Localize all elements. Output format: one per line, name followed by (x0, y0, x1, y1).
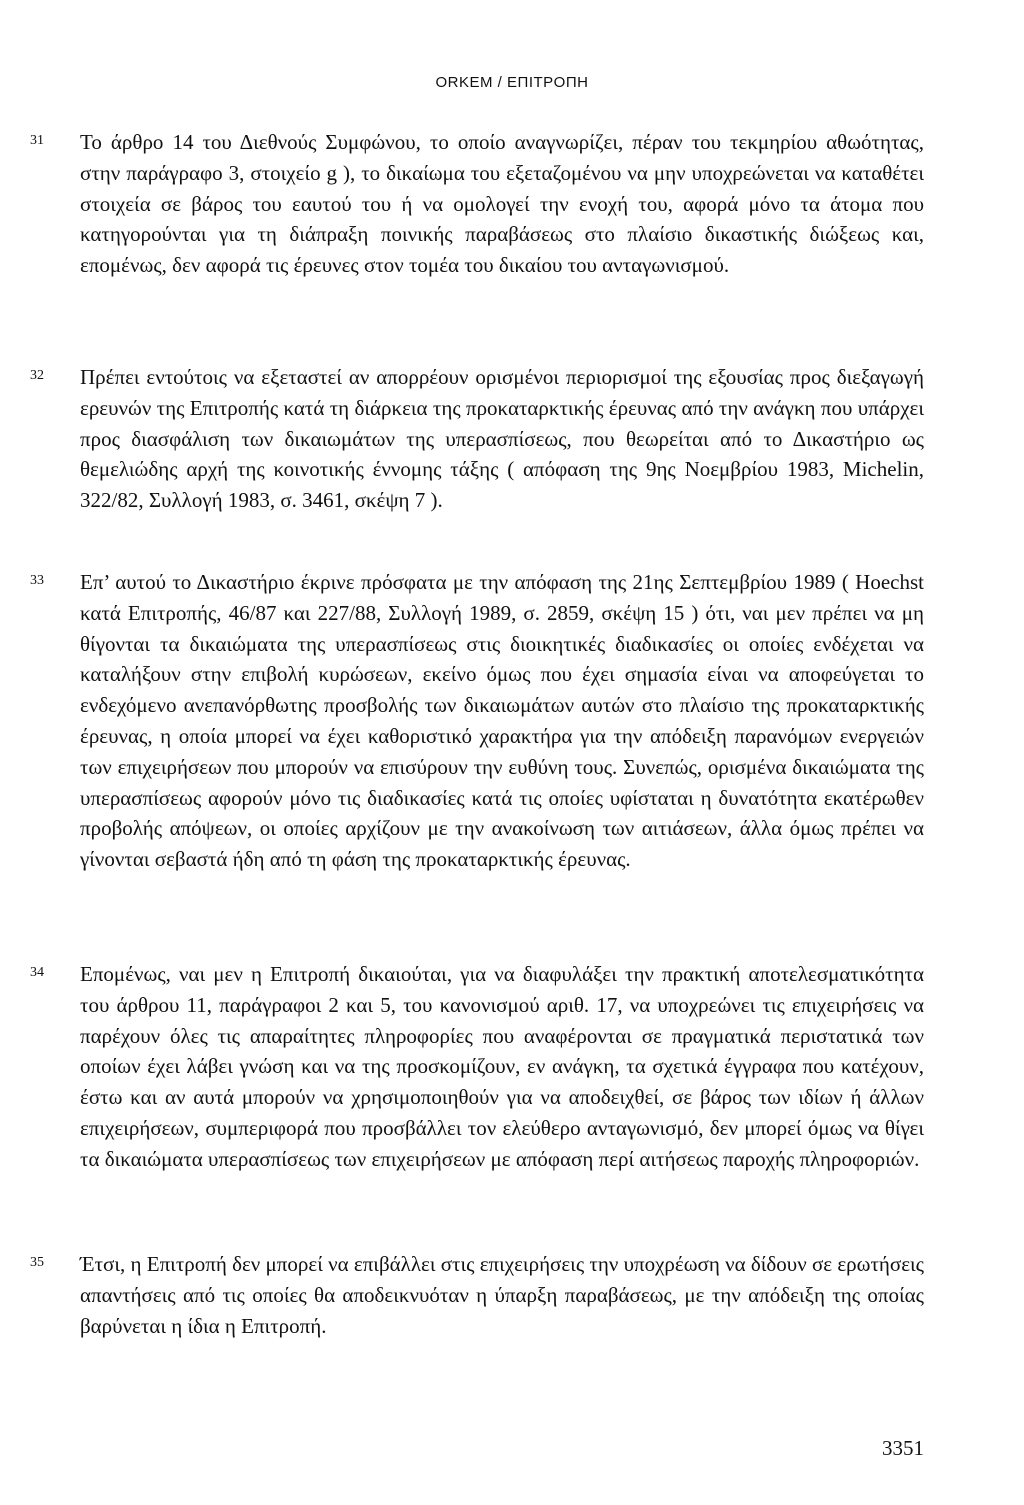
page-number: 3351 (882, 1436, 924, 1460)
paragraph-number: 34 (30, 965, 44, 980)
paragraph-text: Επ’ αυτού το Δικαστήριο έκρινε πρόσφατα με την απόφαση της 21ης Σεπτεμβρίου 1989 ( Hoechst κατά Επιτροπής, 46/87 και 227/88, Συλλογή 1989, σ. 2859, σκέψη 15 ) ότι, ναι μεν πρέπει να μη θίγονται τα δικαιώματα της υπερασπίσεως στις διοικητικές διαδικασίες οι οποίες ενδέχεται να καταλήξουν στην επιβολή κυρώσεων, εκείνο όμως που έχει σημασία είναι να αποφεύγεται το ενδεχόμενο ανεπανόρθωτης προσβολής των δικαιωμάτων αυτών στο πλαίσιο της προκαταρκτικής έρευνας, η οποία μπορεί να έχει καθοριστικό χαρακτήρα για την απόδειξη παρανόμων ενεργειών των επιχειρήσεων που μπορούν να επισύρουν την ευθύνη τους. Συνεπώς, ορισμένα δικαιώματα της υπερασπίσεως αφορούν μόνο τις διαδικασίες κατά τις οποίες υφίσταται η δυνατότητα εκατέρωθεν προβολής απόψεων, οι οποίες αρχίζουν με την ανακοίνωση των αιτιάσεων, άλλα όμως πρέπει να γίνονται σεβαστά ήδη από τη φάση της προκαταρκτικής έρευνας. (80, 570, 924, 872)
running-header: ORKEM / ΕΠΙΤΡΟΠΗ (435, 74, 589, 91)
paragraph-number: 31 (30, 133, 44, 148)
paragraph-number: 33 (30, 573, 44, 588)
paragraph-text: Επομένως, ναι μεν η Επιτροπή δικαιούται, για να διαφυλάξει την πρακτική αποτελεσματικότητα του άρθρου 11, παράγραφοι 2 και 5, του κανονισμού αριθ. 17, να υποχρεώνει τις επιχειρήσεις να παρέχουν όλες τις απαραίτητες πληροφορίες που αναφέρονται σε πραγματικά περιστατικά των οποίων έχει λάβει γνώση και να της προσκομίζουν, εν ανάγκη, τα σχετικά έγγραφα που κατέχουν, έστω και αν αυτά μπορούν να χρησιμοποιηθούν για να αποδειχθεί, σε βάρος των ιδίων ή άλλων επιχειρήσεων, συμπεριφορά που προσβάλλει τον ελεύθερο ανταγωνισμό, δεν μπορεί όμως να θίγει τα δικαιώματα υπερασπίσεως των επιχειρήσεων με απόφαση περί αιτήσεως παροχής πληροφοριών. (80, 962, 924, 1171)
paragraph-text: Πρέπει εντούτοις να εξεταστεί αν απορρέουν ορισμένοι περιορισμοί της εξουσίας προς διεξαγωγή ερευνών της Επιτροπής κατά τη διάρκεια της προκαταρκτικής έρευνας από την ανάγκη που υπάρχει προς διασφάλιση των δικαιωμάτων της υπερασπίσεως, που θεωρείται από το Δικαστήριο ως θεμελιώδης αρχή της κοινοτικής έννομης τάξης ( απόφαση της 9ης Νοεμβρίου 1983, Michelin, 322/82, Συλλογή 1983, σ. 3461, σκέψη 7 ). (80, 365, 924, 513)
paragraph-text: Έτσι, η Επιτροπή δεν μπορεί να επιβάλλει στις επιχειρήσεις την υποχρέωση να δίδουν σε ερωτήσεις απαντήσεις από τις οποίες θα αποδεικνυόταν η ύπαρξη παραβάσεως, με την απόδειξη της οποίας βαρύνεται η ίδια η Επιτροπή. (80, 1252, 924, 1338)
paragraph-number: 35 (30, 1255, 44, 1270)
paragraph-number: 32 (30, 368, 44, 383)
paragraph-text: Το άρθρο 14 του Διεθνούς Συμφώνου, το οποίο αναγνωρίζει, πέραν του τεκμηρίου αθωότητας, στην παράγραφο 3, στοιχείο g ), το δικαίωμα του εξεταζομένου να μην υποχρεώνεται να καταθέτει στοιχεία σε βάρος του εαυτού του ή να ομολογεί την ενοχή του, αφορά μόνο τα άτομα που κατηγορούνται για τη διάπραξη ποινικής παραβάσεως στο πλαίσιο δικαστικής διώξεως και, επομένως, δεν αφορά τις έρευνες στον τομέα του δικαίου του ανταγωνισμού. (80, 130, 924, 278)
